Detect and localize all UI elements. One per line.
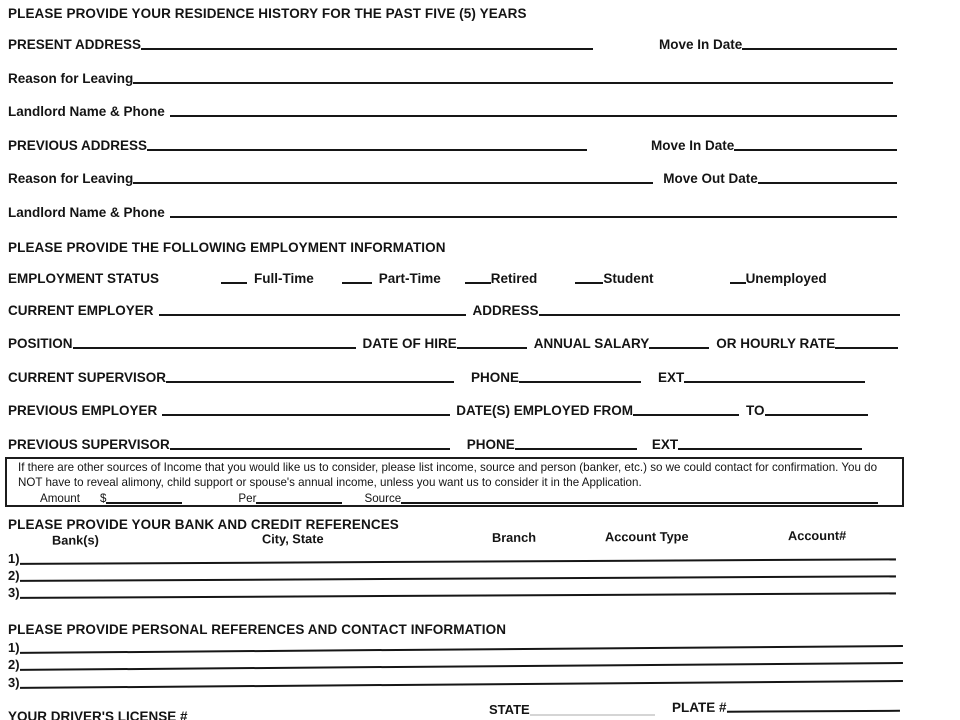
hourly-rate-line [835, 346, 898, 349]
annual-salary-line [649, 346, 709, 349]
bank-col-account-type: Account Type [604, 528, 689, 545]
full-time-blank [221, 281, 247, 284]
landlord-label-2: Landlord Name & Phone [8, 205, 165, 220]
personal-row-2-line [20, 661, 903, 671]
plate-line [726, 709, 899, 713]
previous-employer-row [8, 403, 868, 418]
student-blank [575, 281, 603, 284]
bank-col-branch: Branch [491, 529, 537, 545]
ext-line-1 [684, 380, 865, 383]
employment-status-row [8, 271, 827, 286]
landlord-line-2 [170, 215, 897, 218]
position-label: POSITION [8, 336, 73, 351]
bank-col-account-number: Account# [787, 527, 847, 544]
other-income-box [5, 457, 904, 507]
reason-for-leaving-line-1 [133, 81, 893, 84]
employed-from-line [633, 413, 739, 416]
current-supervisor-line [166, 380, 454, 383]
retired-label: Retired [490, 271, 538, 286]
address-line [539, 313, 900, 316]
drivers-license-label: YOUR DRIVER'S LICENSE # [8, 709, 188, 720]
currency-symbol: $ [99, 491, 107, 505]
source-line [401, 501, 878, 504]
amount-label: Amount [40, 491, 80, 505]
bank-row-2-line [20, 574, 896, 582]
current-employer-line [159, 313, 466, 316]
date-of-hire-label: DATE OF HIRE [362, 336, 457, 351]
personal-row-3 [8, 669, 903, 691]
or-hourly-rate-label: OR HOURLY RATE [716, 336, 836, 351]
state-row [489, 703, 655, 718]
previous-supervisor-row [8, 437, 862, 452]
phone-label-2: PHONE [466, 437, 515, 452]
current-supervisor-label: CURRENT SUPERVISOR [8, 370, 167, 385]
income-amount-row [18, 492, 892, 507]
reason-for-leaving-row-2 [8, 171, 897, 186]
previous-supervisor-line [170, 447, 450, 450]
personal-row-1-number: 1) [7, 639, 20, 655]
bank-row-3 [8, 581, 896, 600]
previous-address-label: PREVIOUS ADDRESS [8, 138, 148, 153]
bank-col-city-state: City, State [261, 531, 324, 547]
per-line [256, 501, 342, 504]
employed-to-line [765, 413, 868, 416]
per-label: Per [238, 491, 257, 505]
bank-row-1-number: 1) [7, 550, 20, 566]
ext-label-1: EXT [658, 370, 685, 385]
part-time-label: Part-Time [378, 271, 441, 286]
residence-section-header: PLEASE PROVIDE YOUR RESIDENCE HISTORY FOR THE PAST FIVE (5) YEARS [8, 6, 527, 21]
bank-row-2 [8, 564, 896, 583]
bank-col-banks: Bank(s) [51, 532, 99, 548]
personal-row-2-number: 2) [7, 656, 20, 672]
move-out-date-line [758, 181, 897, 184]
move-in-date-label-2: Move In Date [651, 138, 735, 153]
drivers-license-row [8, 709, 188, 720]
current-employer-row [8, 303, 900, 318]
position-line [73, 346, 356, 349]
student-label: Student [603, 271, 654, 286]
phone-line-1 [519, 380, 641, 383]
previous-supervisor-label: PREVIOUS SUPERVISOR [8, 437, 170, 452]
dates-employed-from-label: DATE(S) EMPLOYED FROM [456, 403, 634, 418]
move-in-date-line-2 [734, 148, 897, 151]
personal-row-3-line [20, 679, 903, 689]
move-out-date-label: Move Out Date [663, 171, 758, 186]
current-supervisor-row [8, 370, 865, 385]
phone-label-1: PHONE [471, 370, 520, 385]
retired-blank [465, 281, 491, 284]
present-address-line [141, 47, 593, 50]
position-row [8, 336, 898, 351]
state-label: STATE [489, 702, 530, 717]
bank-row-3-number: 3) [7, 584, 20, 600]
bank-row-1 [8, 547, 896, 566]
date-of-hire-line [457, 346, 527, 349]
bank-row-2-number: 2) [7, 567, 20, 583]
amount-line [106, 501, 182, 504]
ext-line-2 [678, 447, 862, 450]
reason-for-leaving-label-1: Reason for Leaving [8, 71, 134, 86]
bank-section-header: PLEASE PROVIDE YOUR BANK AND CREDIT REFERENCES [8, 517, 399, 532]
full-time-label: Full-Time [254, 271, 314, 286]
reason-for-leaving-label-2: Reason for Leaving [8, 171, 134, 186]
plate-row [672, 699, 900, 715]
current-employer-label: CURRENT EMPLOYER [8, 303, 154, 318]
annual-salary-label: ANNUAL SALARY [533, 336, 650, 351]
employment-section-header: PLEASE PROVIDE THE FOLLOWING EMPLOYMENT INFORMATION [8, 240, 446, 255]
reason-for-leaving-row-1 [8, 71, 893, 86]
present-address-label: PRESENT ADDRESS [8, 37, 142, 52]
landlord-label-1: Landlord Name & Phone [8, 104, 165, 119]
landlord-line-1 [170, 114, 897, 117]
personal-section-header: PLEASE PROVIDE PERSONAL REFERENCES AND CONTACT INFORMATION [8, 622, 507, 637]
source-label: Source [364, 491, 402, 505]
bank-row-1-line [20, 557, 896, 565]
state-line [530, 713, 655, 716]
plate-label: PLATE # [671, 699, 727, 715]
present-address-row [8, 37, 897, 52]
phone-line-2 [515, 447, 637, 450]
previous-employer-line [162, 413, 450, 416]
move-in-date-label-1: Move In Date [659, 37, 743, 52]
address-label: ADDRESS [472, 303, 539, 318]
previous-address-line [147, 148, 587, 151]
bank-row-3-line [20, 591, 896, 599]
reason-for-leaving-line-2 [133, 181, 653, 184]
personal-row-3-number: 3) [7, 674, 20, 690]
part-time-blank [342, 281, 372, 284]
ext-label-2: EXT [651, 437, 679, 452]
landlord-row-1 [8, 104, 897, 119]
landlord-row-2 [8, 205, 897, 220]
move-in-date-line-1 [742, 47, 897, 50]
employment-status-label: EMPLOYMENT STATUS [8, 271, 159, 286]
unemployed-label: Unemployed [745, 271, 827, 286]
previous-employer-label: PREVIOUS EMPLOYER [8, 403, 158, 418]
unemployed-blank [730, 281, 746, 284]
to-label: TO [746, 403, 765, 418]
other-income-text: If there are other sources of Income that you would like us to consider, please list income, source and person (banker, etc.) so we could contact for confirmation. You do NOT have to reveal alimony, child support or spouse's annual income, unless you want us to consider it in the Application. [18, 461, 878, 489]
previous-address-row [8, 138, 897, 153]
